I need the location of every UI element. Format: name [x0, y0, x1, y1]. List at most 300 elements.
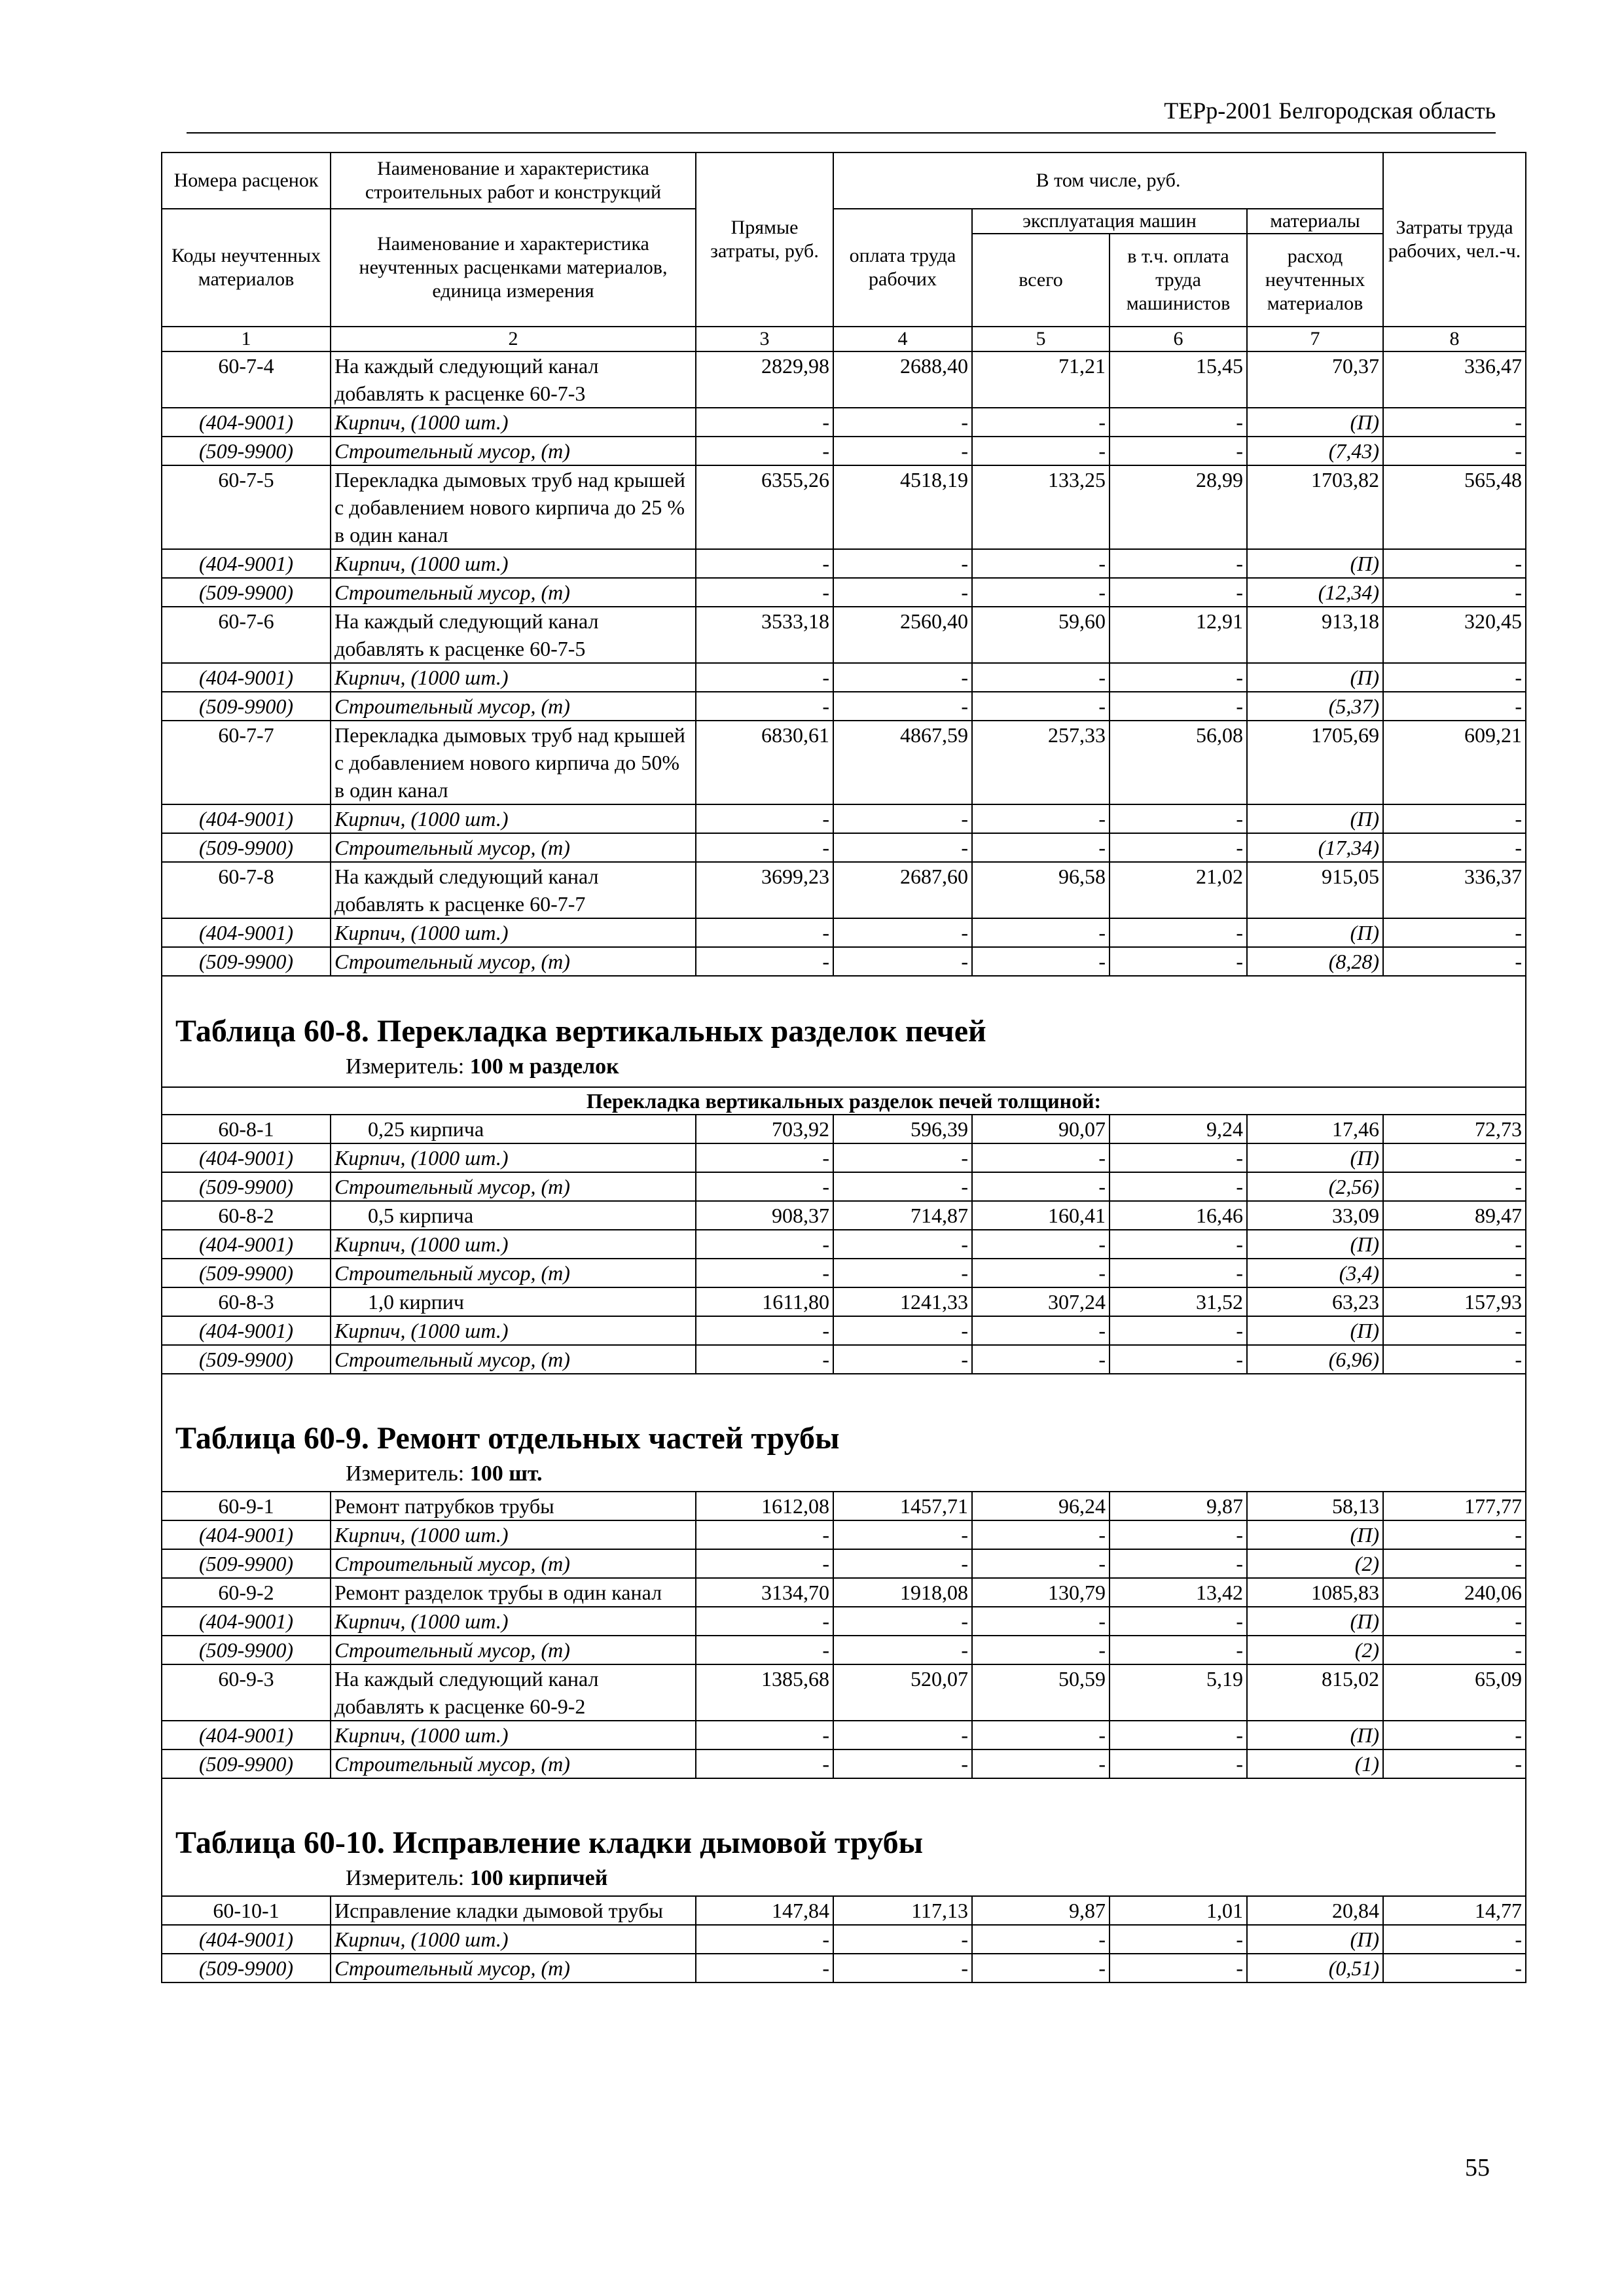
labor-pay: -: [833, 1607, 972, 1636]
subsection-header: Перекладка вертикальных разделок печей толщиной:: [162, 1087, 1526, 1115]
labor-hours: 320,45: [1383, 607, 1526, 663]
labor-hours: -: [1383, 1954, 1526, 1982]
rate-code: (509-9900): [162, 1172, 331, 1201]
work-name: 0,25 кирпича: [331, 1115, 696, 1143]
machines-total: 50,59: [972, 1664, 1110, 1721]
direct-costs: -: [696, 1636, 833, 1664]
labor-hours: 240,06: [1383, 1578, 1526, 1607]
material-row: [162, 437, 1526, 465]
rate-code: 60-7-8: [162, 862, 331, 918]
labor-pay: -: [833, 1749, 972, 1778]
work-name: Строительный мусор, (т): [331, 1172, 696, 1201]
material-row: [162, 833, 1526, 862]
work-name: Строительный мусор, (т): [331, 833, 696, 862]
work-name: Кирпич, (1000 шт.): [331, 1230, 696, 1259]
machines-total: -: [972, 804, 1110, 833]
machinist-pay: -: [1110, 1749, 1247, 1778]
direct-costs: -: [696, 1925, 833, 1954]
rate-code: 60-7-6: [162, 607, 331, 663]
column-number-row: [162, 327, 1526, 351]
material-row: [162, 947, 1526, 976]
materials: (П): [1247, 1607, 1383, 1636]
labor-pay: -: [833, 1549, 972, 1578]
materials: (П): [1247, 1520, 1383, 1549]
page-number: 55: [1465, 2154, 1490, 2181]
column-number: 8: [1383, 327, 1526, 351]
rate-code: (404-9001): [162, 1721, 331, 1749]
table-title: Таблица 60-8. Перекладка вертикальных разделок печей: [175, 1014, 986, 1049]
materials: 1703,82: [1247, 465, 1383, 549]
rate-row: [162, 1664, 1526, 1721]
labor-hours: 336,37: [1383, 862, 1526, 918]
machinist-pay: -: [1110, 918, 1247, 947]
labor-hours: 157,93: [1383, 1287, 1526, 1316]
materials: (2): [1247, 1549, 1383, 1578]
rate-code: 60-7-4: [162, 351, 331, 408]
materials: (П): [1247, 663, 1383, 692]
col-machines-total: всего: [972, 234, 1110, 327]
work-name: Строительный мусор, (т): [331, 578, 696, 607]
machines-total: -: [972, 437, 1110, 465]
direct-costs: -: [696, 1607, 833, 1636]
materials: (П): [1247, 1721, 1383, 1749]
machinist-pay: 56,08: [1110, 721, 1247, 804]
materials: (П): [1247, 1316, 1383, 1345]
materials: 63,23: [1247, 1287, 1383, 1316]
labor-hours: -: [1383, 1749, 1526, 1778]
material-row: [162, 549, 1526, 578]
rate-code: 60-8-2: [162, 1201, 331, 1230]
col-material-codes: Коды неучтенных материалов: [162, 209, 331, 327]
materials: 915,05: [1247, 862, 1383, 918]
material-row: [162, 578, 1526, 607]
labor-pay: -: [833, 663, 972, 692]
machines-total: -: [972, 1230, 1110, 1259]
machines-total: 71,21: [972, 351, 1110, 408]
machines-total: -: [972, 1636, 1110, 1664]
labor-pay: -: [833, 1925, 972, 1954]
rate-code: (509-9900): [162, 578, 331, 607]
machines-total: -: [972, 1259, 1110, 1287]
rate-code: (509-9900): [162, 692, 331, 721]
rate-code: 60-10-1: [162, 1896, 331, 1925]
materials: (12,34): [1247, 578, 1383, 607]
rate-row: [162, 1896, 1526, 1925]
rate-code: (404-9001): [162, 1143, 331, 1172]
machines-total: 59,60: [972, 607, 1110, 663]
column-number: 2: [331, 327, 696, 351]
machinist-pay: -: [1110, 1172, 1247, 1201]
table-header: [162, 152, 1526, 351]
rate-code: (404-9001): [162, 549, 331, 578]
work-name: Кирпич, (1000 шт.): [331, 1143, 696, 1172]
labor-pay: -: [833, 918, 972, 947]
rate-row: [162, 1287, 1526, 1316]
labor-hours: -: [1383, 408, 1526, 437]
work-name: Кирпич, (1000 шт.): [331, 918, 696, 947]
labor-pay: 4867,59: [833, 721, 972, 804]
direct-costs: 3699,23: [696, 862, 833, 918]
labor-hours: -: [1383, 1316, 1526, 1345]
labor-hours: -: [1383, 1259, 1526, 1287]
direct-costs: -: [696, 1954, 833, 1982]
materials: (П): [1247, 1143, 1383, 1172]
labor-hours: -: [1383, 947, 1526, 976]
work-name: Кирпич, (1000 шт.): [331, 1721, 696, 1749]
machinist-pay: -: [1110, 1636, 1247, 1664]
machinist-pay: 12,91: [1110, 607, 1247, 663]
work-name: Кирпич, (1000 шт.): [331, 1607, 696, 1636]
labor-pay: -: [833, 549, 972, 578]
rate-row: [162, 721, 1526, 804]
rate-code: (509-9900): [162, 1345, 331, 1374]
machines-total: -: [972, 1925, 1110, 1954]
rates-table: [161, 152, 1526, 1983]
direct-costs: 2829,98: [696, 351, 833, 408]
machines-total: -: [972, 1520, 1110, 1549]
column-number: 6: [1110, 327, 1247, 351]
machines-total: 257,33: [972, 721, 1110, 804]
work-name: Кирпич, (1000 шт.): [331, 408, 696, 437]
materials: 33,09: [1247, 1201, 1383, 1230]
rates-block-60-9: [162, 1492, 1526, 1778]
direct-costs: 3533,18: [696, 607, 833, 663]
materials: (0,51): [1247, 1954, 1383, 1982]
machines-total: -: [972, 1549, 1110, 1578]
work-name: На каждый следующий канал добавлять к расценке 60-7-3: [331, 351, 696, 408]
labor-hours: -: [1383, 1549, 1526, 1578]
machinist-pay: -: [1110, 804, 1247, 833]
labor-hours: -: [1383, 578, 1526, 607]
work-name: Исправление кладки дымовой трубы: [331, 1896, 696, 1925]
machinist-pay: 9,24: [1110, 1115, 1247, 1143]
rate-row: [162, 1578, 1526, 1607]
machinist-pay: -: [1110, 1520, 1247, 1549]
labor-pay: -: [833, 804, 972, 833]
rate-code: 60-7-7: [162, 721, 331, 804]
rate-code: (404-9001): [162, 663, 331, 692]
machinist-pay: -: [1110, 1259, 1247, 1287]
work-name: Строительный мусор, (т): [331, 1954, 696, 1982]
materials: (П): [1247, 1230, 1383, 1259]
machinist-pay: 31,52: [1110, 1287, 1247, 1316]
col-direct-costs: Прямые затраты, руб.: [696, 152, 833, 327]
machines-total: -: [972, 1172, 1110, 1201]
rates-block-60-8: [162, 1115, 1526, 1374]
work-name: Ремонт патрубков трубы: [331, 1492, 696, 1520]
direct-costs: -: [696, 1172, 833, 1201]
materials: 913,18: [1247, 607, 1383, 663]
direct-costs: -: [696, 804, 833, 833]
labor-hours: -: [1383, 1172, 1526, 1201]
col-unaccounted-materials: расход неучтенных материалов: [1247, 234, 1383, 327]
machines-total: -: [972, 663, 1110, 692]
machines-total: -: [972, 833, 1110, 862]
machinist-pay: -: [1110, 663, 1247, 692]
direct-costs: -: [696, 408, 833, 437]
material-row: [162, 918, 1526, 947]
work-name: Ремонт разделок трубы в один канал: [331, 1578, 696, 1607]
work-name: Кирпич, (1000 шт.): [331, 1925, 696, 1954]
labor-hours: -: [1383, 437, 1526, 465]
rate-row: [162, 607, 1526, 663]
labor-pay: 4518,19: [833, 465, 972, 549]
labor-pay: -: [833, 408, 972, 437]
machinist-pay: 15,45: [1110, 351, 1247, 408]
column-number: 7: [1247, 327, 1383, 351]
labor-pay: -: [833, 1520, 972, 1549]
machines-total: -: [972, 578, 1110, 607]
work-name: Строительный мусор, (т): [331, 1345, 696, 1374]
machinist-pay: -: [1110, 1230, 1247, 1259]
rates-block-60-7: [162, 351, 1526, 976]
labor-hours: -: [1383, 1345, 1526, 1374]
labor-pay: -: [833, 1143, 972, 1172]
work-name: На каждый следующий канал добавлять к расценке 60-7-7: [331, 862, 696, 918]
labor-hours: 72,73: [1383, 1115, 1526, 1143]
direct-costs: 147,84: [696, 1896, 833, 1925]
materials: (7,43): [1247, 437, 1383, 465]
machines-total: -: [972, 947, 1110, 976]
machines-total: -: [972, 918, 1110, 947]
rate-code: (509-9900): [162, 1549, 331, 1578]
machinist-pay: -: [1110, 437, 1247, 465]
material-row: [162, 1230, 1526, 1259]
labor-pay: 2560,40: [833, 607, 972, 663]
material-row: [162, 1607, 1526, 1636]
rate-code: (404-9001): [162, 1520, 331, 1549]
materials: (П): [1247, 408, 1383, 437]
direct-costs: -: [696, 1230, 833, 1259]
machinist-pay: 1,01: [1110, 1896, 1247, 1925]
material-row: [162, 1345, 1526, 1374]
machines-total: 90,07: [972, 1115, 1110, 1143]
work-name: Строительный мусор, (т): [331, 1636, 696, 1664]
work-name: Строительный мусор, (т): [331, 1259, 696, 1287]
labor-hours: -: [1383, 1607, 1526, 1636]
measure-unit: Измеритель: 100 м разделок: [346, 1054, 619, 1079]
rate-code: (404-9001): [162, 918, 331, 947]
material-row: [162, 804, 1526, 833]
labor-pay: -: [833, 1721, 972, 1749]
machinist-pay: -: [1110, 549, 1247, 578]
direct-costs: 1385,68: [696, 1664, 833, 1721]
work-name: Кирпич, (1000 шт.): [331, 1316, 696, 1345]
work-name: Перекладка дымовых труб над крышей с добавлением нового кирпича до 25 % в один канал: [331, 465, 696, 549]
rate-code: (404-9001): [162, 1607, 331, 1636]
labor-pay: -: [833, 437, 972, 465]
materials: (5,37): [1247, 692, 1383, 721]
direct-costs: 6355,26: [696, 465, 833, 549]
materials: (П): [1247, 549, 1383, 578]
labor-pay: 596,39: [833, 1115, 972, 1143]
col-including: В том числе, руб.: [833, 152, 1383, 209]
table-title: Таблица 60-10. Исправление кладки дымовой трубы: [175, 1825, 924, 1860]
labor-hours: -: [1383, 1636, 1526, 1664]
column-number: 1: [162, 327, 331, 351]
rate-code: (404-9001): [162, 1925, 331, 1954]
labor-pay: -: [833, 833, 972, 862]
work-name: На каждый следующий канал добавлять к расценке 60-9-2: [331, 1664, 696, 1721]
rate-code: 60-9-3: [162, 1664, 331, 1721]
column-number: 5: [972, 327, 1110, 351]
materials: (17,34): [1247, 833, 1383, 862]
labor-hours: -: [1383, 1721, 1526, 1749]
materials: (П): [1247, 1925, 1383, 1954]
rate-code: (509-9900): [162, 947, 331, 976]
labor-hours: -: [1383, 663, 1526, 692]
rate-code: (509-9900): [162, 1749, 331, 1778]
labor-pay: -: [833, 1172, 972, 1201]
machines-total: -: [972, 1954, 1110, 1982]
materials: 17,46: [1247, 1115, 1383, 1143]
col-materials: материалы: [1247, 209, 1383, 234]
materials: (6,96): [1247, 1345, 1383, 1374]
machines-total: 133,25: [972, 465, 1110, 549]
column-number: 3: [696, 327, 833, 351]
machinist-pay: -: [1110, 1345, 1247, 1374]
machinist-pay: -: [1110, 1143, 1247, 1172]
machines-total: -: [972, 549, 1110, 578]
machinist-pay: -: [1110, 1316, 1247, 1345]
labor-hours: 336,47: [1383, 351, 1526, 408]
machines-total: -: [972, 1143, 1110, 1172]
work-name: Строительный мусор, (т): [331, 947, 696, 976]
labor-hours: -: [1383, 804, 1526, 833]
direct-costs: -: [696, 1316, 833, 1345]
labor-pay: -: [833, 1345, 972, 1374]
machines-total: -: [972, 1607, 1110, 1636]
labor-pay: -: [833, 578, 972, 607]
labor-hours: 609,21: [1383, 721, 1526, 804]
material-row: [162, 663, 1526, 692]
labor-hours: -: [1383, 1230, 1526, 1259]
direct-costs: 908,37: [696, 1201, 833, 1230]
column-number: 4: [833, 327, 972, 351]
machines-total: -: [972, 692, 1110, 721]
labor-hours: -: [1383, 692, 1526, 721]
labor-pay: 1918,08: [833, 1578, 972, 1607]
machinist-pay: 16,46: [1110, 1201, 1247, 1230]
direct-costs: 6830,61: [696, 721, 833, 804]
rate-code: 60-9-1: [162, 1492, 331, 1520]
machines-total: -: [972, 1749, 1110, 1778]
labor-hours: 177,77: [1383, 1492, 1526, 1520]
labor-pay: -: [833, 1316, 972, 1345]
direct-costs: -: [696, 947, 833, 976]
col-rate-numbers: Номера расценок: [162, 152, 331, 209]
machinist-pay: -: [1110, 1925, 1247, 1954]
machinist-pay: 5,19: [1110, 1664, 1247, 1721]
materials: 1705,69: [1247, 721, 1383, 804]
material-row: [162, 1316, 1526, 1345]
materials: 20,84: [1247, 1896, 1383, 1925]
labor-hours: 565,48: [1383, 465, 1526, 549]
direct-costs: -: [696, 578, 833, 607]
direct-costs: -: [696, 1520, 833, 1549]
labor-hours: -: [1383, 1925, 1526, 1954]
machinist-pay: 21,02: [1110, 862, 1247, 918]
machinist-pay: -: [1110, 1954, 1247, 1982]
rate-code: (509-9900): [162, 1954, 331, 1982]
section-60-10-heading: [162, 1778, 1526, 1896]
machinist-pay: -: [1110, 947, 1247, 976]
rate-row: [162, 1492, 1526, 1520]
col-work-name: Наименование и характеристика строительных работ и конструкций: [331, 152, 696, 209]
machines-total: -: [972, 1721, 1110, 1749]
machines-total: -: [972, 408, 1110, 437]
materials: (8,28): [1247, 947, 1383, 976]
rates-block-60-10: [162, 1896, 1526, 1982]
material-row: [162, 1636, 1526, 1664]
rate-row: [162, 1201, 1526, 1230]
col-labor-pay: оплата труда рабочих: [833, 209, 972, 327]
document-title: ТЕРр-2001 Белгородская область: [1164, 98, 1496, 124]
labor-hours: -: [1383, 918, 1526, 947]
col-labor-hours: Затраты труда рабочих, чел.-ч.: [1383, 152, 1526, 327]
work-name: 0,5 кирпича: [331, 1201, 696, 1230]
section-60-9-heading: [162, 1374, 1526, 1492]
direct-costs: 1611,80: [696, 1287, 833, 1316]
direct-costs: -: [696, 1143, 833, 1172]
machinist-pay: 9,87: [1110, 1492, 1247, 1520]
materials: (3,4): [1247, 1259, 1383, 1287]
materials: (2): [1247, 1636, 1383, 1664]
running-header: [187, 94, 1496, 134]
machinist-pay: 28,99: [1110, 465, 1247, 549]
labor-pay: -: [833, 1954, 972, 1982]
work-name: Строительный мусор, (т): [331, 692, 696, 721]
direct-costs: -: [696, 1749, 833, 1778]
direct-costs: -: [696, 663, 833, 692]
measure-unit: Измеритель: 100 шт.: [346, 1462, 543, 1486]
rate-code: 60-8-3: [162, 1287, 331, 1316]
rate-code: (509-9900): [162, 437, 331, 465]
direct-costs: -: [696, 1345, 833, 1374]
direct-costs: 3134,70: [696, 1578, 833, 1607]
rate-code: 60-9-2: [162, 1578, 331, 1607]
labor-pay: 714,87: [833, 1201, 972, 1230]
rate-code: (404-9001): [162, 1230, 331, 1259]
materials: 815,02: [1247, 1664, 1383, 1721]
work-name: Кирпич, (1000 шт.): [331, 1520, 696, 1549]
work-name: Строительный мусор, (т): [331, 437, 696, 465]
machinist-pay: 13,42: [1110, 1578, 1247, 1607]
rate-code: 60-8-1: [162, 1115, 331, 1143]
work-name: Перекладка дымовых труб над крышей с добавлением нового кирпича до 50% в один канал: [331, 721, 696, 804]
materials: (1): [1247, 1749, 1383, 1778]
labor-pay: -: [833, 1230, 972, 1259]
direct-costs: -: [696, 833, 833, 862]
rate-code: (404-9001): [162, 408, 331, 437]
direct-costs: -: [696, 549, 833, 578]
material-row: [162, 1172, 1526, 1201]
rate-row: [162, 351, 1526, 408]
material-row: [162, 1143, 1526, 1172]
rate-code: (509-9900): [162, 1259, 331, 1287]
work-name: Строительный мусор, (т): [331, 1549, 696, 1578]
work-name: 1,0 кирпич: [331, 1287, 696, 1316]
direct-costs: 1612,08: [696, 1492, 833, 1520]
labor-pay: -: [833, 1636, 972, 1664]
labor-pay: 1457,71: [833, 1492, 972, 1520]
materials: 58,13: [1247, 1492, 1383, 1520]
materials: (П): [1247, 804, 1383, 833]
machinist-pay: -: [1110, 578, 1247, 607]
rate-code: (404-9001): [162, 1316, 331, 1345]
material-row: [162, 1721, 1526, 1749]
direct-costs: 703,92: [696, 1115, 833, 1143]
